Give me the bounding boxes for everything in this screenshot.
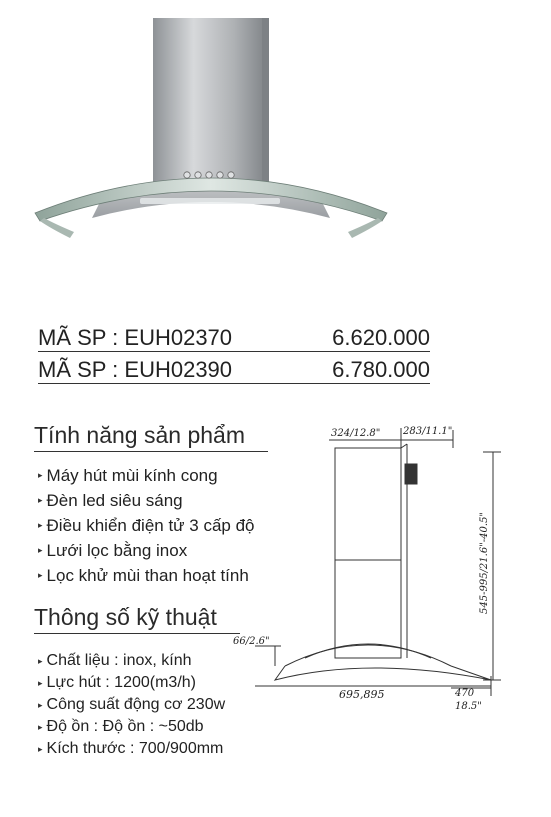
list-item [38, 563, 255, 588]
specs-heading-text: Thông số kỹ thuật [34, 604, 217, 630]
feature-text: Đèn led siêu sáng [46, 490, 183, 510]
spec-text: Công suất động cơ 230w [46, 696, 226, 713]
feature-text: Lưới lọc bằng inox [46, 540, 188, 560]
list-item [38, 672, 225, 694]
specs-heading [34, 604, 217, 630]
spec-text: Kích thước : 700/900mm [46, 740, 224, 757]
bullet-icon: ▸ [38, 721, 43, 732]
bullet-icon: ▸ [38, 520, 43, 530]
list-item [38, 650, 225, 672]
feature-text: Máy hút mùi kính cong [46, 465, 218, 485]
bullet-icon: ▸ [38, 743, 43, 754]
product-row [38, 320, 430, 350]
dim-width: 695,895 [339, 688, 385, 701]
product-row [38, 352, 430, 382]
range-hood-product-image [30, 18, 420, 248]
dim-height: 545-995/21.6"-40.5" [479, 511, 490, 614]
dim-depth-inch: 18.5" [455, 701, 482, 712]
features-heading [34, 422, 245, 448]
list-item [38, 513, 255, 538]
list-item [38, 694, 225, 716]
heading-underline [34, 633, 240, 635]
dimension-drawing [233, 418, 535, 718]
dim-top-width: 324/12.8" [331, 428, 381, 439]
product-code: MÃ SP : EUH02370 [38, 325, 233, 350]
bullet-icon: ▸ [38, 570, 43, 580]
feature-text: Điều khiển điện tử 3 cấp độ [46, 515, 255, 535]
features-heading-text: Tính năng sản phẩm [34, 422, 245, 448]
row-divider [38, 383, 430, 385]
dim-top-depth: 283/11.1" [403, 426, 453, 437]
list-item [38, 488, 255, 513]
spec-text: Độ ồn : Độ ồn : ~50db [46, 718, 204, 735]
bullet-icon: ▸ [38, 470, 43, 480]
features-list [38, 463, 255, 588]
dim-glass: 66/2.6" [233, 636, 270, 647]
bullet-icon: ▸ [38, 545, 43, 555]
list-item [38, 716, 225, 738]
bullet-icon: ▸ [38, 699, 43, 710]
product-code: MÃ SP : EUH02390 [38, 357, 233, 382]
bullet-icon: ▸ [38, 495, 43, 505]
bullet-icon: ▸ [38, 655, 43, 666]
list-item [38, 538, 255, 563]
product-price: 6.780.000 [332, 357, 430, 382]
list-item [38, 463, 255, 488]
feature-text: Lọc khử mùi than hoạt tính [46, 565, 249, 585]
spec-text: Chất liệu : inox, kính [46, 652, 192, 669]
list-item [38, 738, 225, 760]
spec-text: Lực hút : 1200(m3/h) [46, 674, 196, 691]
product-price: 6.620.000 [332, 325, 430, 350]
specs-list [38, 650, 225, 760]
heading-underline [34, 451, 268, 453]
dim-depth: 470 [455, 688, 475, 699]
bullet-icon: ▸ [38, 677, 43, 688]
